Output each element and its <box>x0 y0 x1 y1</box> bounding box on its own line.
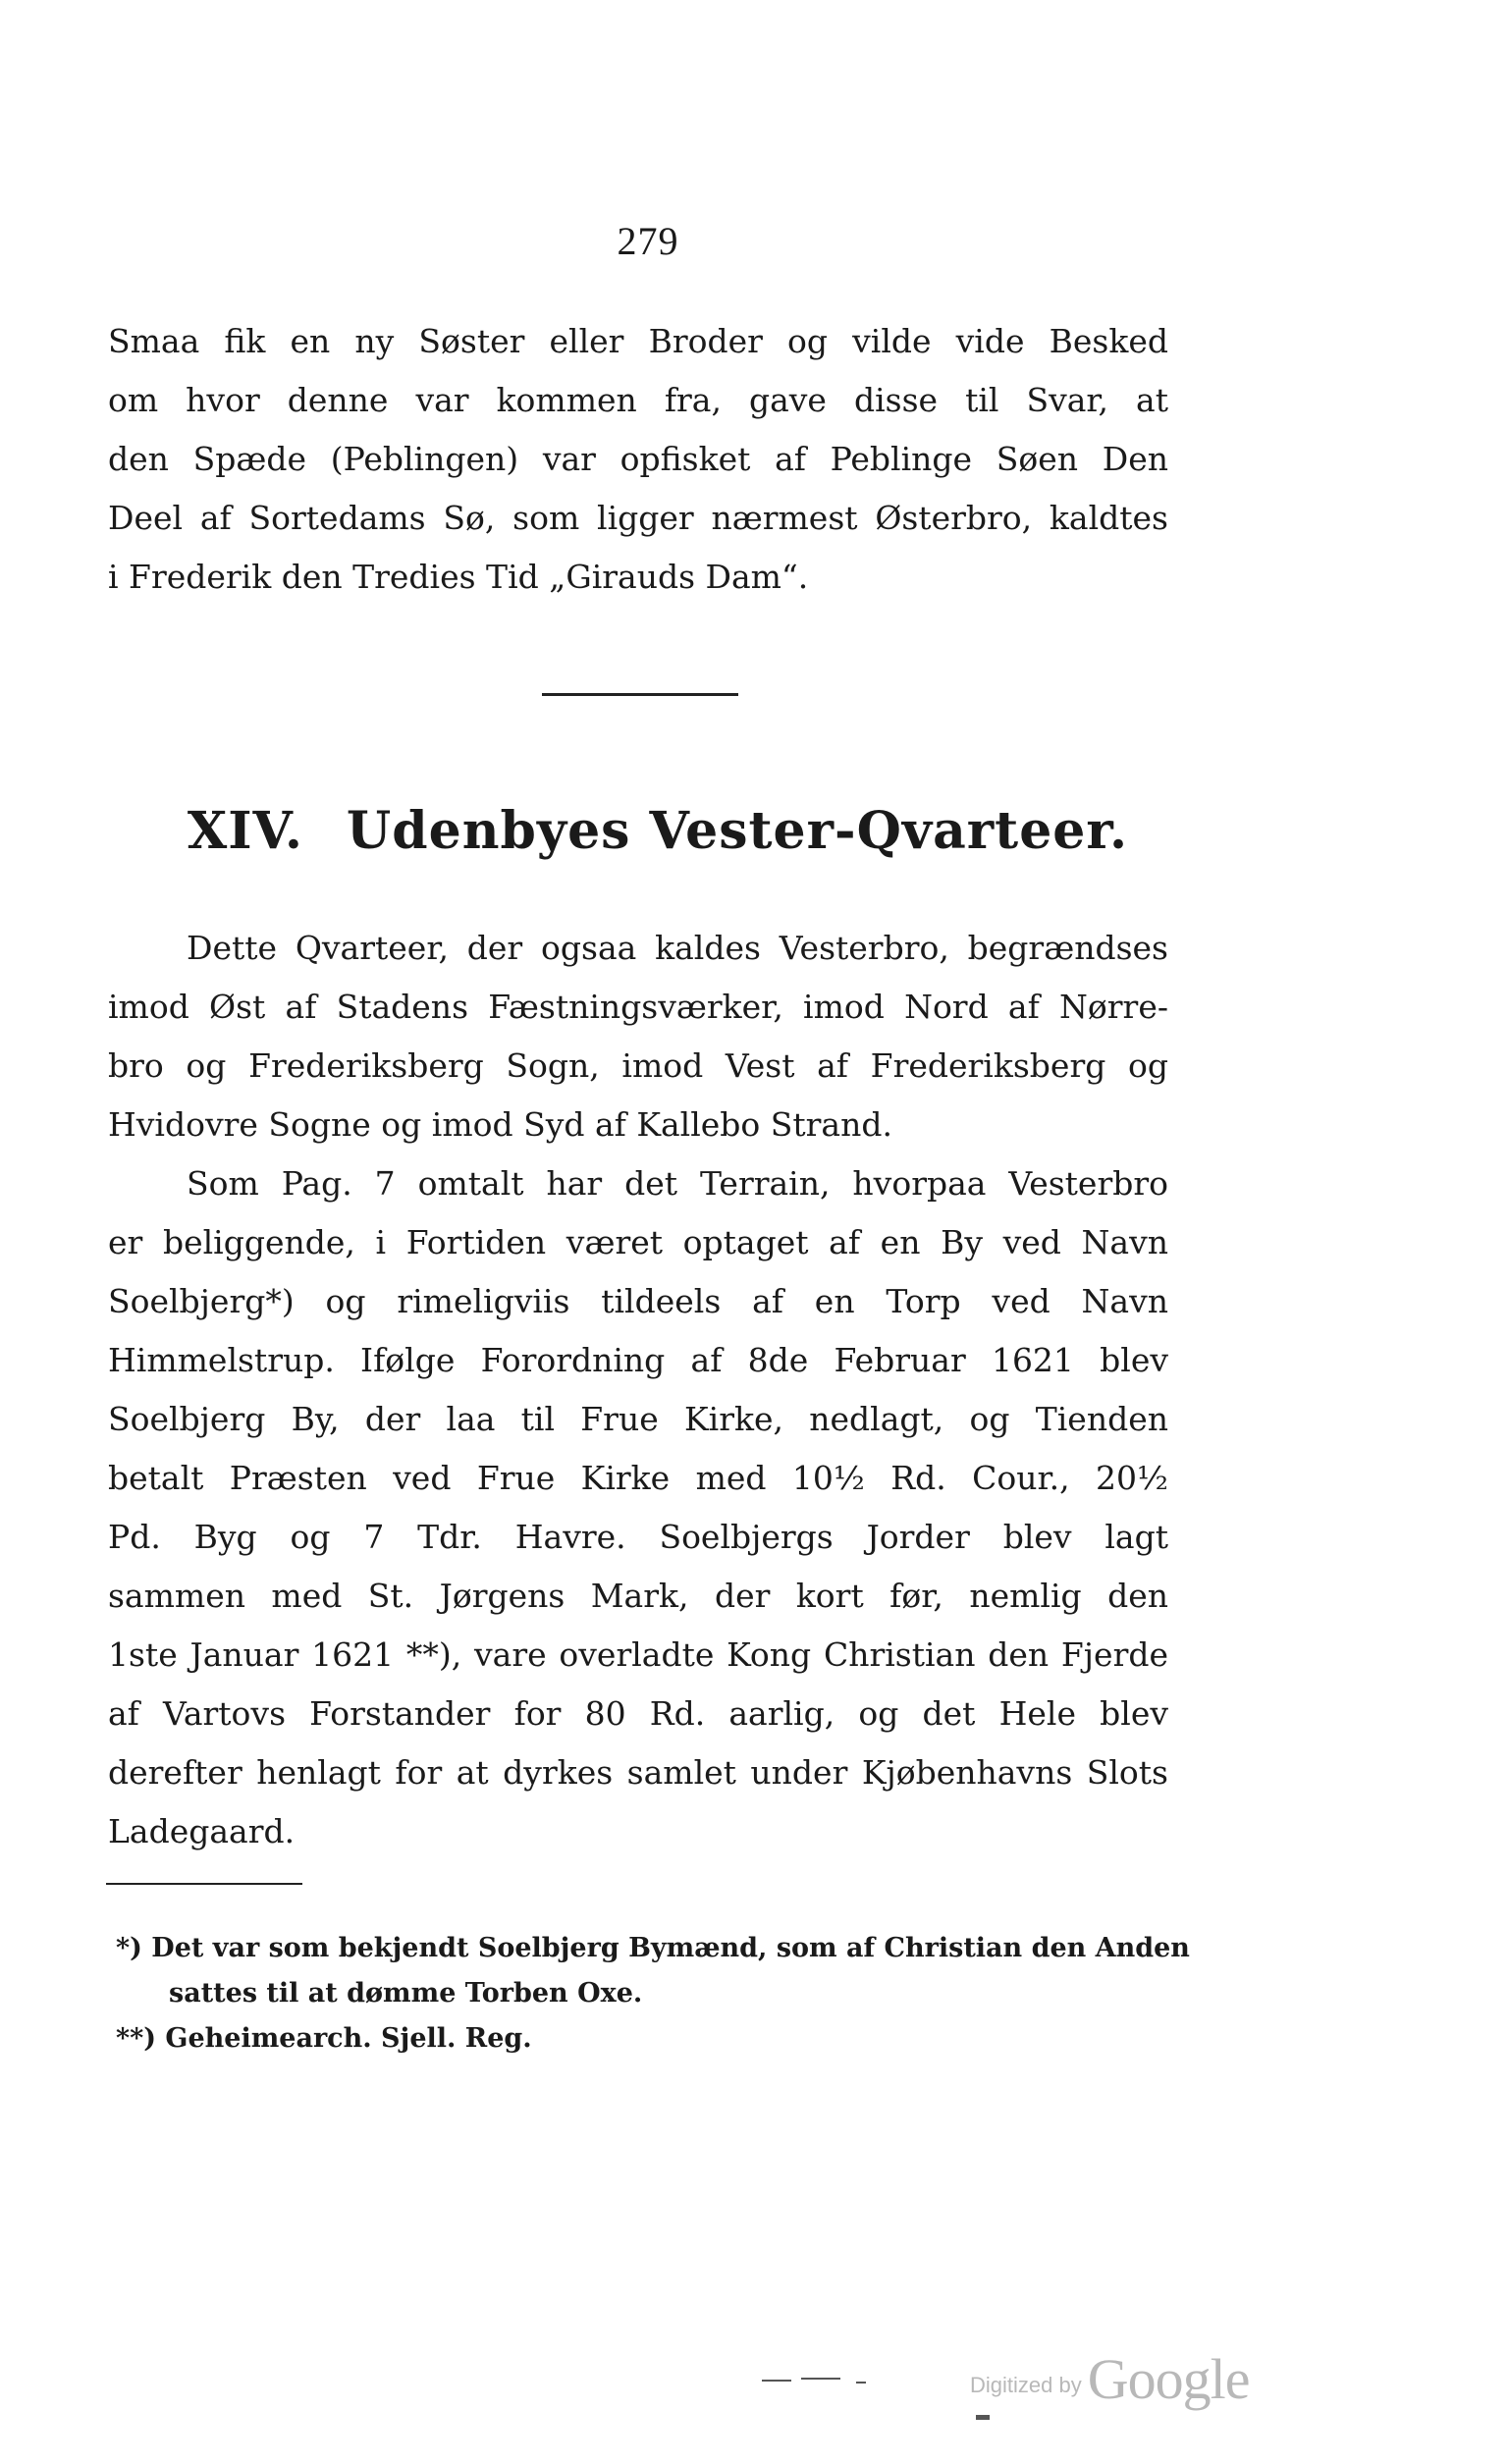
text-line: Ladegaard. <box>108 1812 296 1850</box>
footnote-1-continuation: sattes til at dømme Torben Oxe. <box>169 1978 643 2009</box>
section-divider <box>542 693 738 696</box>
text-line: Deel af Sortedams Sø, som ligger nærmest Østerbro, kaldtes <box>108 499 1168 537</box>
scan-artifact <box>856 2382 866 2384</box>
section-paragraph-1 <box>108 919 1168 1154</box>
footnote-divider <box>106 1883 302 1885</box>
text-line: imod Øst af Stadens Fæstningsværker, imod Nord af Nørre- <box>108 988 1168 1026</box>
text-line: Hvidovre Sogne og imod Syd af Kallebo Strand. <box>108 1105 892 1144</box>
text-line: Pd. Byg og 7 Tdr. Havre. Soelbjergs Jorder blev lagt <box>108 1518 1168 1556</box>
text-line: Soelbjerg By, der laa til Frue Kirke, nedlagt, og Tienden <box>108 1400 1168 1438</box>
section-heading <box>0 801 1316 861</box>
text-line: betalt Præsten ved Frue Kirke med 10½ Rd. Cour., 20½ <box>108 1459 1168 1497</box>
section-numeral: XIV. <box>187 801 303 861</box>
intro-paragraph <box>108 312 1168 607</box>
section-paragraph-2 <box>108 1154 1168 1861</box>
footnote-1: *) Det var som bekjendt Soelbjerg Bymænd, som af Christian den Anden <box>116 1933 1190 1963</box>
text-line: om hvor denne var kommen fra, gave disse til Svar, at <box>108 381 1168 419</box>
text-line: Himmelstrup. Ifølge Forordning af 8de Februar 1621 blev <box>108 1341 1168 1379</box>
scan-artifact <box>762 2380 791 2382</box>
text-line: er beliggende, i Fortiden været optaget af en By ved Navn <box>108 1223 1168 1261</box>
google-logo: Google <box>1087 2347 1250 2411</box>
digitized-watermark <box>970 2346 1249 2412</box>
text-line: Som Pag. 7 omtalt har det Terrain, hvorpaa Vesterbro <box>187 1164 1168 1203</box>
text-line: derefter henlagt for at dyrkes samlet under Kjøbenhavns Slots <box>108 1753 1168 1792</box>
text-line: i Frederik den Tredies Tid „Girauds Dam“. <box>108 558 809 596</box>
footnote-2: **) Geheimearch. Sjell. Reg. <box>116 2023 532 2054</box>
text-line: 1ste Januar 1621 **), vare overladte Kong Christian den Fjerde <box>108 1635 1168 1674</box>
text-line: Smaa fik en ny Søster eller Broder og vilde vide Besked <box>108 322 1168 360</box>
text-line: sammen med St. Jørgens Mark, der kort før, nemlig den <box>108 1577 1168 1615</box>
page-number: 279 <box>617 219 679 263</box>
section-title: Udenbyes Vester-Qvarteer. <box>346 801 1129 861</box>
footnotes <box>116 1926 1190 2062</box>
scan-artifact <box>976 2415 990 2420</box>
watermark-prefix: Digitized by <box>970 2373 1082 2397</box>
text-line: Dette Qvarteer, der ogsaa kaldes Vesterbro, begrændses <box>187 929 1168 967</box>
text-line: Soelbjerg*) og rimeligviis tildeels af en Torp ved Navn <box>108 1282 1168 1320</box>
text-line: den Spæde (Peblingen) var opfisket af Peblinge Søen Den <box>108 440 1168 478</box>
scan-artifact <box>801 2378 840 2380</box>
text-line: bro og Frederiksberg Sogn, imod Vest af Frederiksberg og <box>108 1046 1168 1085</box>
text-line: af Vartovs Forstander for 80 Rd. aarlig, og det Hele blev <box>108 1694 1168 1733</box>
